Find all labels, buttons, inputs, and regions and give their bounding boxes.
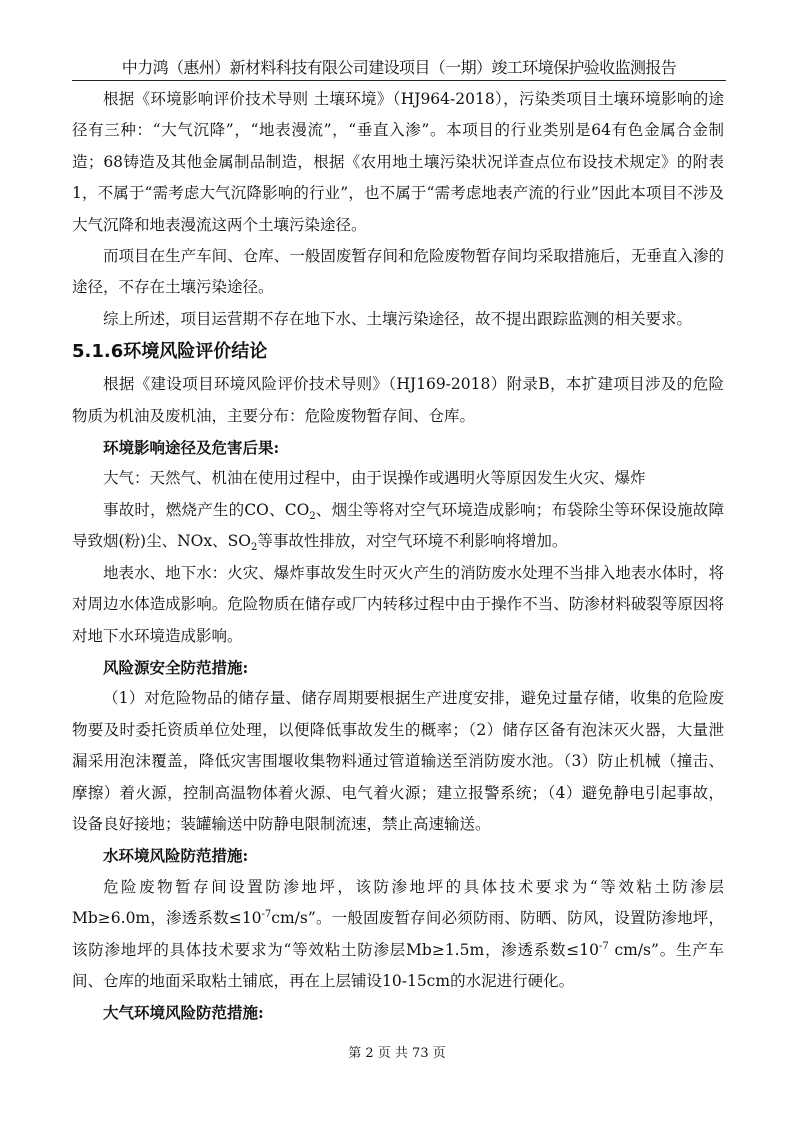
paragraph-air-impact-b: 事故时，燃烧产生的CO、$CO_2$、烟尘等将对空气环境造成影响；布袋除尘等环保设施故障导致烟(粉)尘、NOx、$SO_2$等事故性排放，对空气环境不利影响将增加。: [72, 500, 724, 554]
paragraph-risk-measures: （1）对危险物品的储存量、储存周期要根据生产进度安排，避免过量存储，收集的危险废物要及时委托资质单位处理，以便降低事故发生的概率；（2）储存区备有泡沫灭火器，大量泄漏采用泡沫覆盖，降低灾害围堰收集物料通过管道输送至消防废水池。（3）防止机械（撞击、摩擦）着火源，控制高温物体着火源、电气着火源；建立报警系统；（4）避免静电引起事故，设备良好接地；装罐输送中防静电限制流速，禁止高速输送。: [72, 689, 724, 833]
page-number: 第 2 页 共 73 页: [348, 1046, 446, 1061]
paragraph-risk-substances: 根据《建设项目环境风险评价技术导则》（HJ169-2018）附录B，本扩建项目涉及的危险物质为机油及废机油，主要分布：危险废物暂存间、仓库。: [72, 375, 724, 425]
paragraph-soil-pathways: 根据《环境影响评价技术导则 土壤环境》（HJ964-2018），污染类项目土壤环境影响的途径有三种：“大气沉降”，“地表漫流”，“垂直入渗”。本项目的行业类别是64有色金属合金制造；68铸造及其他金属制品制造，根据《农用地土壤污染状况详查点位布设技术规定》的附表1，不属于“需考虑大气沉降影响的行业”，也不属于“需考虑地表产流的行业”因此本项目不涉及大气沉降和地表漫流这两个土壤污染途径。: [72, 90, 724, 234]
section-title: 5.1.6环境风险评价结论: [72, 341, 268, 363]
document-body: [72, 84, 724, 1029]
page-header: 中力鸿（惠州）新材料科技有限公司建设项目（一期）竣工环境保护验收监测报告: [72, 58, 726, 81]
subheading-impact: 环境影响途径及危害后果:: [103, 438, 280, 458]
subheading-risk-source: 风险源安全防范措施:: [103, 657, 249, 677]
paragraph-no-infiltration: 而项目在生产车间、仓库、一般固废暂存间和危险废物暂存间均采取措施后，无垂直入渗的途径，不存在土壤污染途径。: [72, 247, 724, 297]
paragraph-water-impact: 地表水、地下水：火灾、爆炸事故发生时灭火产生的消防废水处理不当排入地表水体时，将对周边水体造成影响。危险物质在储存或厂内转移过程中由于操作不当、防渗材料破裂等原因将对地下水环境造成影响。: [72, 563, 724, 645]
subheading-air-risk: 大气环境风险防范措施:: [103, 1003, 264, 1023]
subheading-water-risk: 水环境风险防范措施:: [103, 846, 249, 866]
paragraph-water-measures: 危险废物暂存间设置防渗地坪，该防渗地坪的具体技术要求为“等效粘土防渗层Mb≥6.0m，渗透系数$\le 10^{-7}cm/s$”。一般固废暂存间必须防雨、防晒、防风，设置防渗地坪，该防渗地坪的具体技术要求为“等效粘土防渗层Mb≥1.5m，渗透系数$\le 10^{-7}$ cm/s”。生产车间、仓库的地面采取粘土铺底，再在上层铺设10-15cm的水泥进行硬化。: [72, 877, 724, 990]
paragraph-summary: 综上所述，项目运营期不存在地下水、土壤污染途径，故不提出跟踪监测的相关要求。: [103, 309, 693, 328]
paragraph-air-impact-a: 大气：天然气、机油在使用过程中，由于误操作或遇明火等原因发生火灾、爆炸: [103, 469, 646, 488]
